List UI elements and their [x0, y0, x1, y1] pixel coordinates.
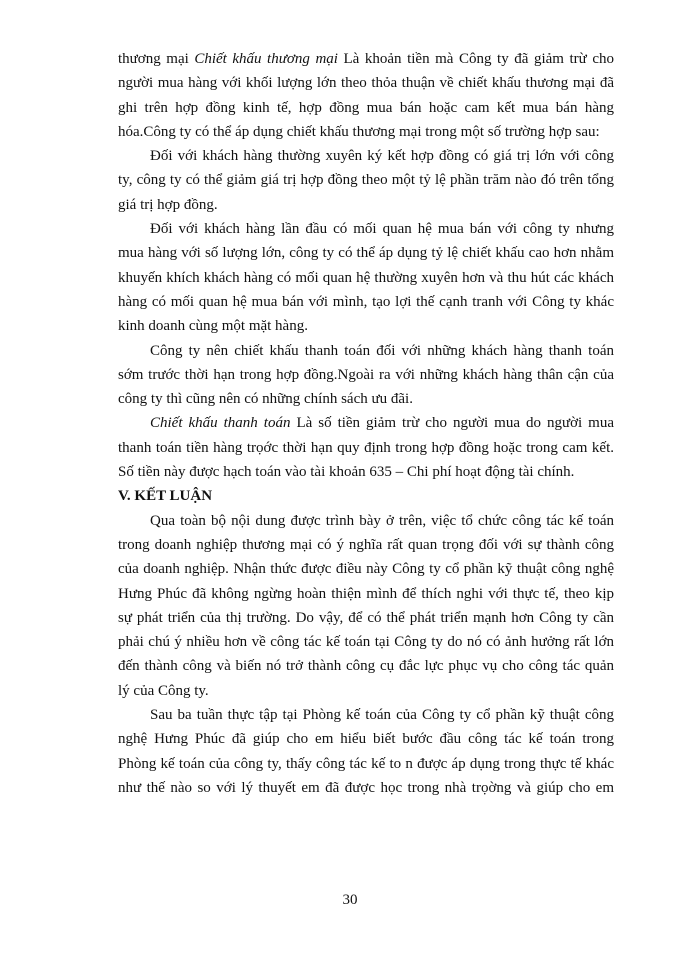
text-line	[118, 606, 614, 630]
italic-term: Chiết khấu thanh toán	[150, 415, 291, 432]
text-run: thương mại	[118, 51, 195, 67]
paragraph	[118, 339, 614, 412]
text-run: sớm trước thời hạn trong hợp đồng.Ngoài ra với những khách hàng thân cận của	[118, 366, 614, 383]
text-run: Số tiền này được hạch toán vào tài khoản 635 – Chi phí hoạt động tài chính.	[118, 464, 575, 481]
text-run: ty, công ty có thể giảm giá trị hợp đồng theo một tỷ lệ phần trăm nào đó trên tổng	[118, 172, 614, 189]
text-run: trong doanh nghiệp thương mại có ý nghĩa rất quan trọng đối với sự thành công	[118, 536, 614, 553]
italic-term: Chiết khấu thương mại	[194, 51, 338, 67]
text-run: ghi trên hợp đồng kinh tế, hợp đồng mua bán hoặc cam kết mua bán hàng	[118, 99, 614, 116]
text-line	[118, 96, 614, 120]
text-line	[118, 460, 614, 484]
text-run: hóa.Công ty có thể áp dụng chiết khấu thương mại trong một số trường hợp sau:	[118, 123, 600, 140]
paragraph	[118, 509, 614, 703]
text-line	[118, 776, 614, 800]
text-run: Là số tiền giảm trừ cho người mua do người mua	[290, 415, 614, 432]
body-text	[118, 47, 614, 800]
text-line	[118, 120, 614, 144]
text-line	[118, 533, 614, 557]
text-run: hàng có mối quan hệ mua bán với mình, tạo lợi thế cạnh tranh với Công ty khác	[118, 293, 614, 310]
text-run: Công ty nên chiết khấu thanh toán đối với những khách hàng thanh toán	[150, 342, 614, 359]
text-line	[118, 630, 614, 654]
text-line	[118, 509, 614, 533]
text-line	[118, 290, 614, 314]
text-line	[118, 241, 614, 265]
text-run: mua hàng với số lượng lớn, công ty có thể áp dụng tỷ lệ chiết khấu cao hơn nhằm	[118, 245, 614, 262]
text-line	[118, 71, 614, 95]
text-run: Sau ba tuần thực tập tại Phòng kế toán của Công ty cổ phần kỹ thuật công	[150, 707, 614, 724]
text-run: Qua toàn bộ nội dung được trình bày ở trên, việc tổ chức công tác kế toán	[150, 512, 614, 529]
text-run: Đối với khách hàng lần đầu có mối quan hệ mua bán với công ty nhưng	[150, 221, 614, 238]
text-line	[118, 314, 614, 338]
paragraph	[118, 144, 614, 217]
text-line	[118, 217, 614, 241]
paragraph	[118, 703, 614, 800]
text-line	[118, 144, 614, 168]
text-run: Hưng Phúc đã không ngừng hoàn thiện mình để thích nghi với thực tế, theo kịp	[118, 585, 614, 602]
paragraph	[118, 217, 614, 338]
text-line	[118, 363, 614, 387]
text-run: Là khoản tiền mà Công ty đã giảm trừ cho	[337, 51, 614, 67]
text-line	[118, 679, 614, 703]
text-line	[118, 47, 614, 71]
text-line	[118, 752, 614, 776]
text-run: giá trị hợp đồng.	[118, 196, 218, 213]
text-line	[118, 436, 614, 460]
text-line	[118, 582, 614, 606]
text-line	[118, 488, 212, 504]
text-run: khuyến khích khách hàng có mối quan hệ thường xuyên hơn và thu hút các khách	[118, 269, 614, 286]
page-number: 30	[342, 892, 358, 908]
text-run: công ty thì cũng nên có những chính sách ưu đãi.	[118, 391, 413, 408]
text-line	[118, 727, 614, 751]
text-run: Phòng kế toán của công ty, thấy công tác kế to n được áp dụng trong thực tế khác	[118, 755, 614, 772]
text-run: của doanh nghiệp. Nhận thức được điều này Công ty cổ phần kỹ thuật công nghệ	[118, 561, 614, 578]
text-line	[118, 654, 614, 678]
text-line	[118, 339, 614, 363]
text-line	[118, 411, 614, 435]
text-run: Đối với khách hàng thường xuyên ký kết hợp đồng có giá trị lớn với công	[150, 148, 614, 165]
text-line	[118, 703, 614, 727]
text-run: người mua hàng với khối lượng lớn theo thỏa thuận về chiết khấu thương mại đã	[118, 75, 614, 92]
text-run: kinh doanh cùng một mặt hàng.	[118, 318, 308, 335]
text-run: như thế nào so với lý thuyết em đã được học trong nhà trọờng và giúp cho em	[118, 779, 614, 796]
text-run: nghệ Hưng Phúc đã giúp cho em hiểu biết bước đầu công tác kế toán trong	[118, 731, 614, 748]
section-heading	[118, 484, 614, 508]
text-run: thanh toán tiền hàng trọớc thời hạn quy định trong hợp đồng hoặc trong cam kết.	[118, 439, 614, 456]
text-run: V. KẾT LUẬN	[118, 488, 213, 505]
text-run: phải chú ý nhiều hơn về công tác kế toán tại Công ty do nó có ảnh hưởng rất lớn	[118, 634, 614, 651]
text-line	[118, 193, 614, 217]
text-line	[118, 387, 614, 411]
paragraph	[118, 411, 614, 484]
text-run: lý của Công ty.	[118, 682, 209, 699]
text-run: đến thành công và biến nó trở thành công cụ đắc lực phục vụ cho công tác quản	[118, 658, 614, 675]
text-line	[118, 168, 614, 192]
text-run: sự phát triển của thị trường. Do vậy, để có thể phát triển mạnh hơn Công ty cần	[118, 609, 614, 626]
text-line	[118, 557, 614, 581]
paragraph	[118, 47, 614, 144]
text-line	[118, 266, 614, 290]
